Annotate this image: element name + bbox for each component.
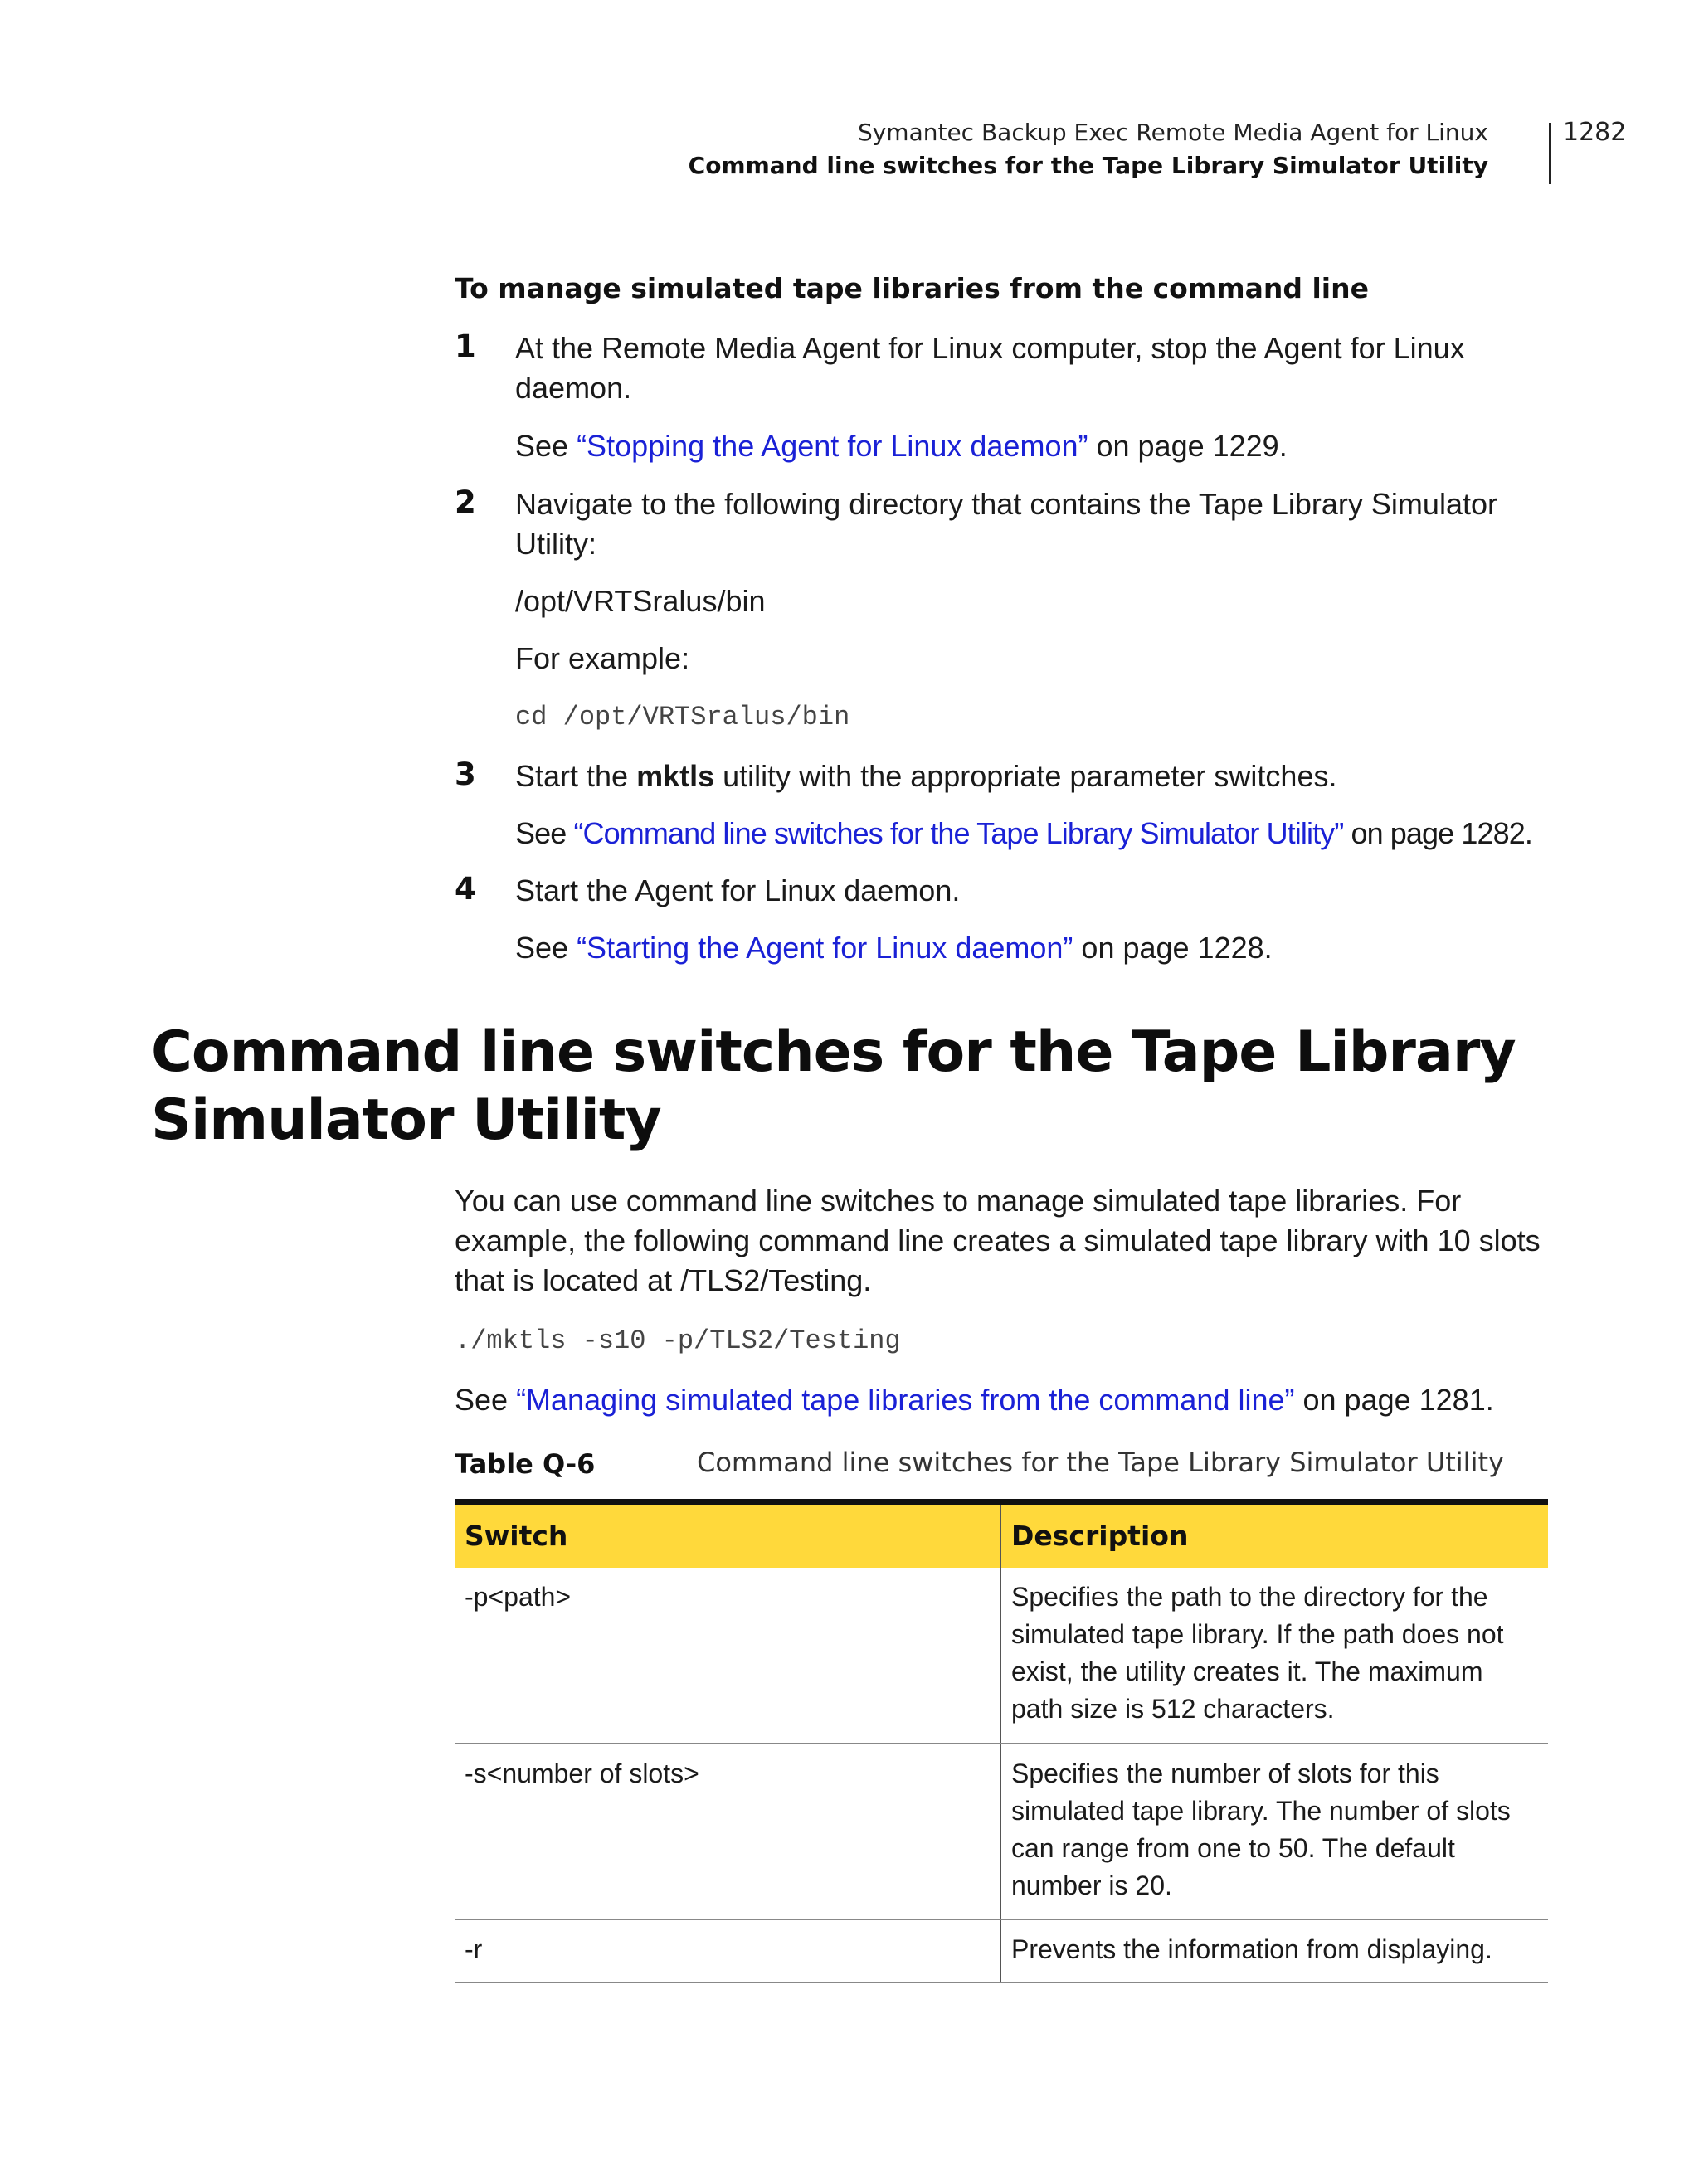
step-3-see — [515, 814, 1577, 854]
section-code-example: ./mktls -s10 -p/TLS2/Testing — [455, 1325, 901, 1356]
procedure-title: To manage simulated tape libraries from the command line — [455, 272, 1369, 304]
step-2-code: cd /opt/VRTSralus/bin — [515, 702, 850, 732]
link-managing-libraries[interactable]: “Managing simulated tape libraries from the command line” — [516, 1383, 1295, 1417]
see-suffix: on page 1282. — [1343, 816, 1532, 850]
step-3-text — [515, 756, 1552, 796]
step-1-see — [515, 426, 1552, 466]
see-suffix: on page 1281. — [1294, 1383, 1494, 1417]
table-header-row — [455, 1502, 1548, 1569]
see-prefix: See — [515, 429, 577, 463]
step-3-text-after: utility with the appropriate parameter switches. — [714, 759, 1337, 793]
see-suffix: on page 1229. — [1088, 429, 1288, 463]
step-4-text: Start the Agent for Linux daemon. — [515, 873, 961, 907]
table-row — [455, 1744, 1548, 1919]
see-prefix: See — [515, 931, 577, 965]
running-header — [689, 116, 1488, 182]
column-header-switch: Switch — [455, 1502, 1000, 1569]
switch-cell: -s<number of slots> — [455, 1744, 1000, 1919]
step-number-2: 2 — [455, 484, 476, 520]
switch-cell: -r — [455, 1919, 1000, 1982]
link-stopping-daemon[interactable]: “Stopping the Agent for Linux daemon” — [577, 429, 1088, 463]
section-heading: Command line switches for the Tape Library Simulator Utility — [151, 1019, 1516, 1153]
page-number: 1282 — [1563, 118, 1627, 147]
description-cell: Specifies the number of slots for this simulated tape library. The number of slots can range from one to 50. The default number is 20. — [1000, 1744, 1548, 1919]
switch-cell: -p<path> — [455, 1568, 1000, 1744]
step-number-3: 3 — [455, 756, 476, 792]
column-header-description: Description — [1000, 1502, 1548, 1569]
step-4-see — [515, 928, 1552, 968]
see-prefix: See — [515, 816, 574, 850]
section-intro: You can use command line switches to manage simulated tape libraries. For example, the following command line creates a simulated tape library with 10 slots that is located at /TLS2/Testing. — [455, 1184, 1541, 1297]
description-cell: Specifies the path to the directory for the simulated tape library. If the path does not exist, the utility creates it. The maximum path size is 512 characters. — [1000, 1568, 1548, 1744]
step-number-4: 4 — [455, 871, 476, 907]
see-prefix: See — [455, 1383, 517, 1417]
link-starting-daemon[interactable]: “Starting the Agent for Linux daemon” — [577, 931, 1073, 965]
step-2-example-label: For example: — [515, 641, 690, 675]
description-cell: Prevents the information from displaying. — [1000, 1919, 1548, 1982]
section-see — [455, 1380, 1558, 1420]
step-1-text: At the Remote Media Agent for Linux computer, stop the Agent for Linux daemon. — [515, 331, 1465, 405]
header-section-title: Command line switches for the Tape Library Simulator Utility — [688, 152, 1488, 179]
header-divider — [1549, 123, 1551, 184]
step-3-text-before: Start the — [515, 759, 637, 793]
link-command-line-switches[interactable]: “Command line switches for the Tape Library Simulator Utility” — [573, 816, 1344, 850]
header-book-title: Symantec Backup Exec Remote Media Agent for Linux — [857, 119, 1488, 146]
table-row — [455, 1919, 1548, 1982]
step-2-path: /opt/VRTSralus/bin — [515, 584, 766, 618]
step-2-text: Navigate to the following directory that contains the Tape Library Simulator Utility: — [515, 487, 1497, 561]
table-caption: Command line switches for the Tape Library Simulator Utility — [697, 1447, 1504, 1478]
switches-table — [455, 1499, 1548, 1983]
see-suffix: on page 1228. — [1073, 931, 1273, 965]
table-row — [455, 1568, 1548, 1744]
step-3-utility-name: mktls — [636, 759, 715, 793]
step-number-1: 1 — [455, 328, 476, 364]
table-label: Table Q-6 — [455, 1448, 596, 1480]
